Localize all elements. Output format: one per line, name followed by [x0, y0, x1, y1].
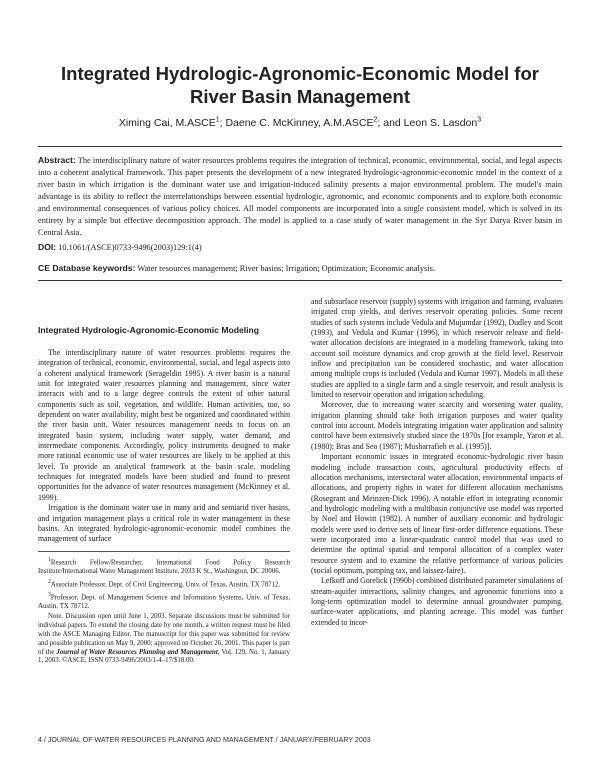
- doi-value[interactable]: 10.1061/(ASCE)0733-9496(2003)129:1(4): [58, 243, 202, 252]
- section-heading: Integrated Hydrologic-Agronomic-Economic Modeling: [38, 325, 260, 335]
- keywords-line: [38, 263, 562, 273]
- body-paragraph: Moreover, due to increasing water scarcity and worsening water quality, irrigation planning should take both irrigation purposes and water quality control into account. Models integrating irrigation water application and salinity control have been extensively studied since the 1970s [for example, Yaron et al. (1980); Bras and Seo (1987); Musharrafieh et al. (1995)].: [311, 400, 563, 451]
- abstract-top-rule: [38, 146, 562, 147]
- left-column: [38, 297, 290, 667]
- abstract: [38, 154, 562, 239]
- abstract-text: The interdisciplinary nature of water resources problems requires the integration of technical, economic, environmental, social, and legal aspects into a coherent analytical framework. This paper presents the development of a new integrated hydrologic-agronomic-economic model in the context of a river basin in which irrigation is the dominant water use and irrigation-induced salinity presents a major environmental problem. The model's main advantage is its ability to reflect the interrelationships between essential hydrologic, agronomic, and economic components and to explore both economic and environmental consequences of various policy choices. All model components are incorporated into a single consistent model, which is solved in its entirety by a simple but effective decomposition approach. The model is applied to a case study of water management in the Syr Darya River basin in Central Asia.: [38, 156, 563, 237]
- body-paragraph: The interdisciplinary nature of water resources problems requires the integration of technical, economic, environmental, social, and legal aspects into a coherent analytical framework (Serageldin 1995). A river basin is a natural unit for integrated water resources planning and management, since water interacts with and to a large degree controls the extent of other natural components such as soil, vegetation, and wildlife. Human activities, too, so dependent on water availability, might best be organized and coordinated within the river basin unit. Water resources management needs to focus on an integrated basin system, including water supply, water demand, and intermediate components. Accordingly, policy instruments designed to make more rational economic use of water resources are likely to be applied at this level. To provide an analytical framework at the basin scale, modeling techniques for integrated models have been studied and found to present opportunities for the advance of water resources management (McKinney et al. 1999).: [38, 348, 290, 502]
- body-paragraph: Lefkoff and Gorelick (1990b) combined distributed parameter simulations of stream-aquifer interactions, salinity changes, and agronomic functions into a long-term optimization model to determine annual groundwater pumping, surface-water applications, and planting acreage. This model was further extended to incor-: [311, 576, 563, 627]
- keywords-value: Water resources management; River basins; Irrigation; Optimization; Economic analysis.: [137, 264, 435, 273]
- paper-title: Integrated Hydrologic-Agronomic-Economic Model for River Basin Management: [61, 63, 539, 107]
- footnote-3: $^3$Professor, Dept. of Management Science and Information Systems, Univ. of Texas, Austin, TX 78712.: [38, 591, 290, 611]
- author-1: Ximing Cai, M.ASCE$^1$;: [118, 116, 226, 129]
- doi-label: DOI:: [38, 242, 57, 252]
- footnote-2: $^2$Associate Professor, Dept. of Civil Engineering, Univ. of Texas, Austin, TX 78712.: [48, 578, 281, 588]
- right-column: [311, 297, 563, 628]
- journal-name: Journal of Water Resources Planning and Management: [56, 648, 218, 656]
- author-3: Leon S. Lasdon$^3$: [403, 116, 482, 129]
- footnote-1: $^1$Research Fellow/Researcher, International Food Policy Research Institute/International Water Management Institute, 2033 K St., Washington, DC 20006.: [38, 556, 290, 575]
- abstract-bottom-rule: [38, 280, 562, 281]
- author-line: [40, 116, 560, 129]
- discussion-note: Note. Discussion open until June 1, 2003. Separate discussions must be submitted for individual papers. To extend the closing date by one month, a written request must be filed with the ASCE Managing Editor. The manuscript for this paper was submitted for review and possible publication on May 9, 2000; approved on October 26, 2001. This paper is part of the Journal of Water Resources Planning and Management, Vol. 129, No. 1, January 1, 2003. ©ASCE, ISSN 0733-9496/2003/1-4–17/$18.00.: [38, 612, 290, 665]
- author-2: Daene C. McKinney, A.M.ASCE$^2$; and: [225, 116, 404, 129]
- body-paragraph: Important economic issues in integrated economic-hydrologic river basin modeling include transaction costs, agricultural productivity effects of allocation mechanisms, intersectoral water allocation, environmental impacts of allocations, and property rights in water for different allocation mechanisms (Rosegrant and Meinzen-Dick 1996). A notable effort in integrating economic and hydrologic modeling with a multibasin conjunctive use model was reported by Noel and Howitt (1982). A number of auxiliary economic and hydrologic models were used to derive sets of linear first-order difference equations. These were incorporated into a linear-quadratic control model that was used to determine the optimal spatial and temporal allocation of a complex water resource system and to examine the relative performance of various policies (social optimum, pumping tax, and laissez-faire).: [311, 452, 563, 575]
- page-footer: 4 / JOURNAL OF WATER RESOURCES PLANNING AND MANAGEMENT / JANUARY/FEBRUARY 2003: [38, 736, 371, 744]
- body-paragraph: and subsurface reservoir (supply) systems with irrigation and farming, evaluates irrigated crop yields, and derives reservoir operating policies. Some recent studies of such systems include Vedula and Mujumdar (1992), Dudley and Scott (1993), and Vedula and Kumar (1996), in which reservoir release and field-water allocation decisions are integrated in a modeling framework, taking into account soil moisture dynamics and crop growth at the field level. Reservoir inflow and precipitation can be considered stochastic, and water allocation among multiple crops is included (Vedula and Kumar 1997). Models in all these studies are applied to a single farm and a single reservoir, and result analysis is limited to reservoir operation and irrigation scheduling.: [311, 297, 563, 400]
- footnote-rule: [38, 551, 290, 552]
- doi-line: [38, 242, 562, 252]
- abstract-label: Abstract:: [38, 155, 76, 165]
- body-paragraph: Irrigation is the dominant water use in many arid and semiarid river basins, and irrigation management plays a critical role in water management in these basins. An integrated hydrologic-agronomic-economic model combines the management of surface: [38, 503, 290, 544]
- keywords-label: CE Database keywords:: [38, 263, 136, 273]
